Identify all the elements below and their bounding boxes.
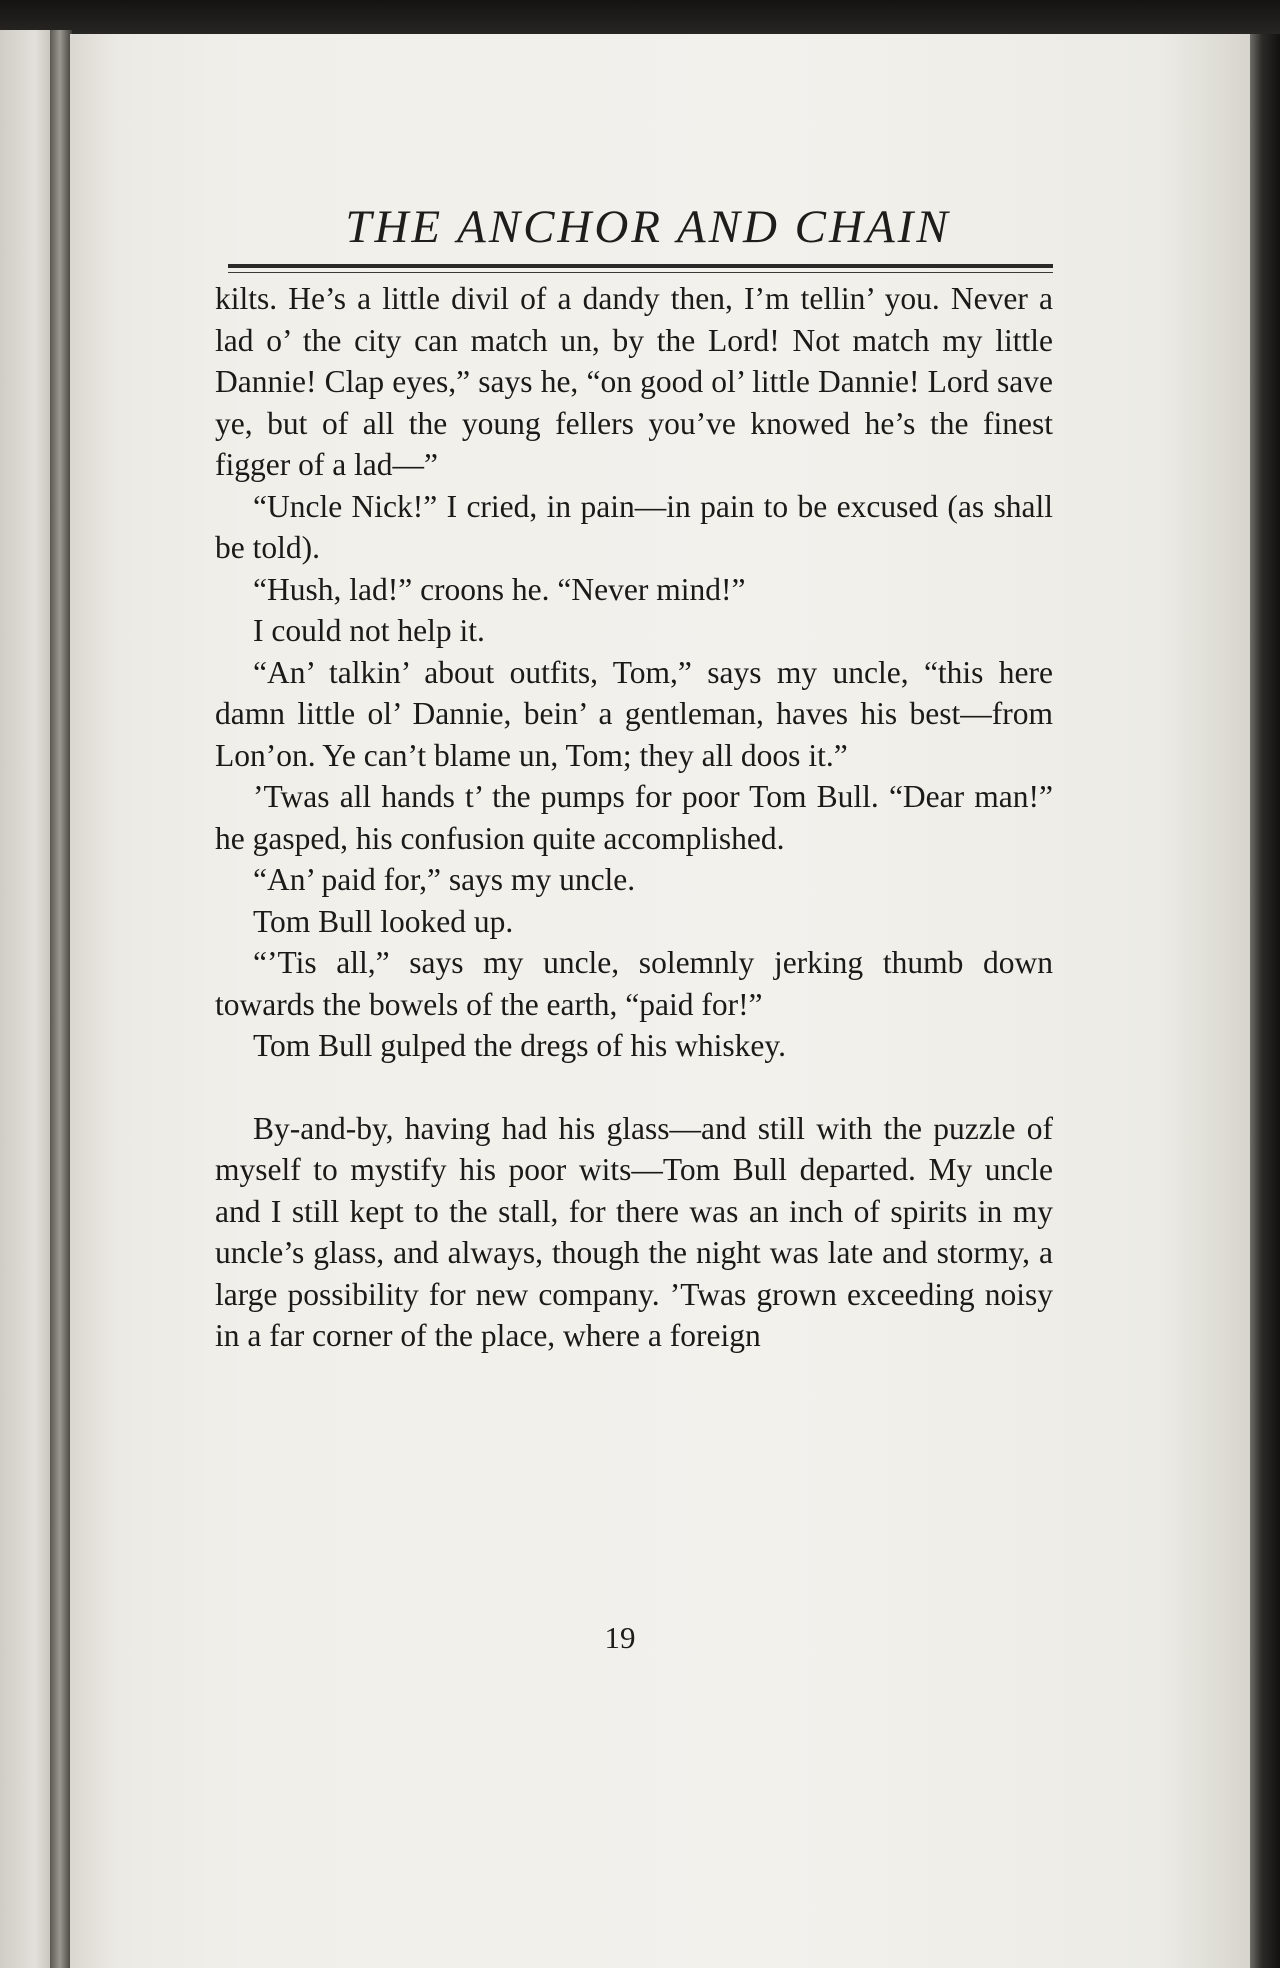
running-head: THE ANCHOR AND CHAIN <box>345 201 951 253</box>
paragraph: Tom Bull looked up. <box>253 903 514 939</box>
page-number: 19 <box>604 1620 636 1655</box>
header-rule <box>228 264 1053 268</box>
book-gutter <box>50 30 72 1968</box>
book-cover-edge <box>1250 34 1280 1968</box>
paragraph: “An’ talkin’ about outfits, Tom,” says my uncle, “this here damn little ol’ Dannie, bein’ a gentleman, haves his best—from Lon’on. Ye can’t blame un, Tom; they all doos it.” <box>215 654 1053 773</box>
paragraph: I could not help it. <box>253 613 485 648</box>
paragraph: By-and-by, having had his glass—and still with the puzzle of myself to mystify his poor wits—Tom Bull departed. My uncle and I still kept to the stall, for there was an inch of spirits in my uncle’s glass, and always, though the night was late and stormy, a large possibility for new company. ’Twas grown exceeding noisy in a far corner of the place, where a foreign <box>215 1110 1053 1353</box>
paragraph: ’Twas all hands t’ the pumps for poor Tom Bull. “Dear man!” he gasped, his confusion quite accomplished. <box>215 779 1053 856</box>
paragraph: “’Tis all,” says my uncle, solemnly jerking thumb down towards the bowels of the earth, “paid for!” <box>215 945 1053 1022</box>
paragraph: Tom Bull gulped the dregs of his whiskey. <box>253 1028 786 1063</box>
paragraph: “Uncle Nick!” I cried, in pain—in pain to be excused (as shall be told). <box>215 488 1053 565</box>
paragraph: kilts. He’s a little divil of a dandy then, I’m tellin’ you. Never a lad o’ the city can match un, by the Lord! Not match my little Dannie! Clap eyes,” says he, “on good ol’ little Dannie! Lord save ye, but of all the young fellers you’ve knowed he’s the finest figger of a lad—” <box>215 281 1053 482</box>
paragraph: “Hush, lad!” croons he. “Never mind!” <box>253 571 746 607</box>
body-text <box>215 278 1053 1357</box>
paragraph: “An’ paid for,” says my uncle. <box>253 862 636 897</box>
header-rule-thin <box>228 272 1053 273</box>
